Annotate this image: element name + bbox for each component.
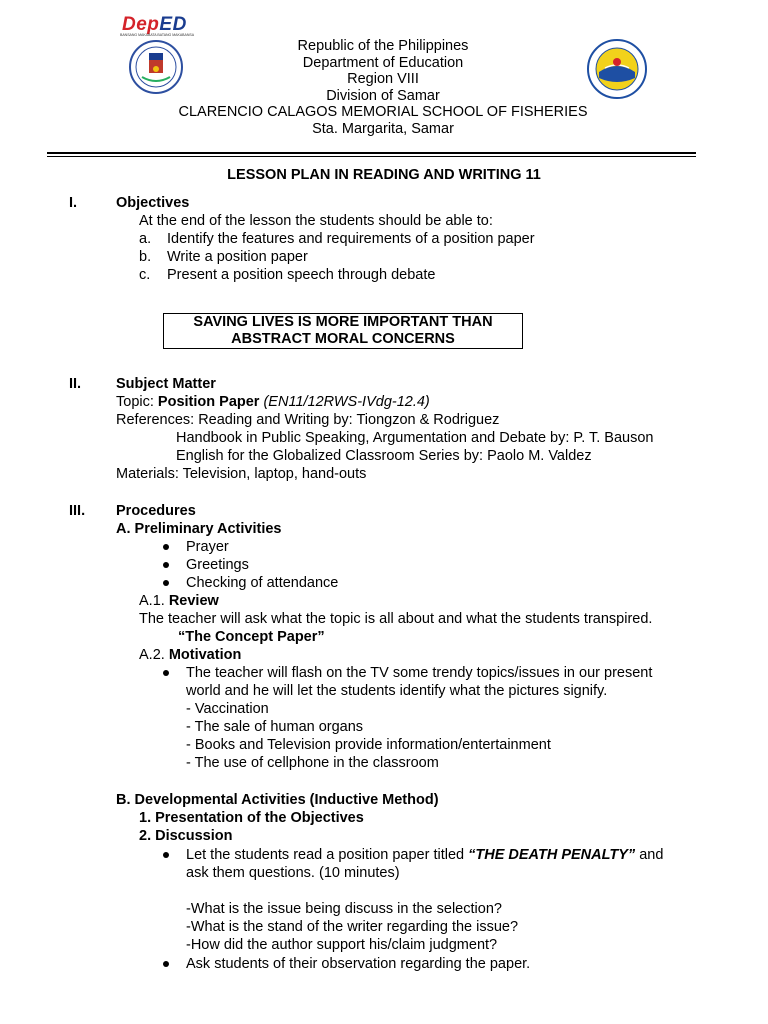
procedures-heading: Procedures xyxy=(116,503,196,519)
topic-label: Topic: xyxy=(116,394,158,410)
discussion-post: and xyxy=(635,847,664,863)
review-topic: “The Concept Paper” xyxy=(178,629,325,645)
bullet-icon xyxy=(163,580,169,586)
topic-code: (EN11/12RWS-IVdg-12.4) xyxy=(259,394,430,410)
motto-box xyxy=(163,313,523,349)
motivation-text: world and he will let the students identify what the pictures signify. xyxy=(186,683,608,699)
header-rule-thin xyxy=(47,156,696,157)
deped-logo-text: DepED xyxy=(122,14,187,35)
preliminary-item: Checking of attendance xyxy=(186,575,339,591)
letterhead-line: Division of Samar xyxy=(326,87,440,104)
letterhead xyxy=(100,38,666,138)
objective-item: Write a position paper xyxy=(167,249,308,265)
procedures-numeral: III. xyxy=(69,503,86,519)
bullet-icon xyxy=(163,961,169,967)
motivation-number: A.2. xyxy=(139,647,169,663)
discussion-text: ask them questions. (10 minutes) xyxy=(186,865,400,881)
review-heading xyxy=(139,592,219,610)
developmental-heading: B. Developmental Activities (Inductive Method) xyxy=(116,792,439,808)
discussion-question: -What is the issue being discuss in the selection? xyxy=(186,901,502,917)
motivation-heading xyxy=(139,646,241,664)
review-label: Review xyxy=(168,593,219,609)
discussion-text xyxy=(186,846,663,864)
discussion-question: -How did the author support his/claim judgment? xyxy=(186,937,498,953)
objective-item: Identify the features and requirements of a position paper xyxy=(167,231,535,247)
letterhead-line: Region VIII xyxy=(347,71,419,88)
deped-tagline: BANSANG MAKABATA BATANG MAKABANSA xyxy=(120,33,195,37)
letterhead-line: Republic of the Philippines xyxy=(297,38,469,54)
review-text: The teacher will ask what the topic is all about and what the students transpired. xyxy=(139,611,653,627)
preliminary-item: Greetings xyxy=(186,557,249,573)
preliminary-item: Prayer xyxy=(186,539,229,555)
page-title: LESSON PLAN IN READING AND WRITING 11 xyxy=(227,167,541,183)
discussion-question: -What is the stand of the writer regarding the issue? xyxy=(186,919,519,935)
objective-letter: c. xyxy=(139,267,151,283)
discussion-text: Ask students of their observation regarding the paper. xyxy=(186,956,531,972)
review-number: A.1. xyxy=(139,593,169,609)
objectives-intro: At the end of the lesson the students should be able to: xyxy=(139,213,493,229)
preliminary-heading: A. Preliminary Activities xyxy=(116,521,282,537)
materials: Materials: Television, laptop, hand-outs xyxy=(116,466,367,482)
bullet-icon xyxy=(163,670,169,676)
header-rule xyxy=(47,152,696,154)
topic-name: Position Paper xyxy=(157,394,260,410)
developmental-step: 1. Presentation of the Objectives xyxy=(139,810,364,826)
bullet-icon xyxy=(163,562,169,568)
reference-item: Handbook in Public Speaking, Argumentation and Debate by: P. T. Bauson xyxy=(176,430,654,446)
letterhead-line: CLARENCIO CALAGOS MEMORIAL SCHOOL OF FISHERIES xyxy=(178,104,588,121)
bullet-icon xyxy=(163,544,169,550)
subject-heading: Subject Matter xyxy=(116,376,216,392)
paper-title: “THE DEATH PENALTY” xyxy=(468,847,636,863)
topic-line xyxy=(116,393,430,411)
objectives-numeral: I. xyxy=(69,195,78,211)
motivation-label: Motivation xyxy=(168,647,242,663)
motivation-topic: - The use of cellphone in the classroom xyxy=(186,755,439,771)
motivation-topic: - The sale of human organs xyxy=(186,719,364,735)
motivation-topic: - Books and Television provide information/entertainment xyxy=(186,737,551,753)
motto-line: ABSTRACT MORAL CONCERNS xyxy=(231,331,455,347)
letterhead-line: Department of Education xyxy=(302,54,464,71)
letterhead-line: Sta. Margarita, Samar xyxy=(312,120,454,137)
discussion-pre: Let the students read a position paper titled xyxy=(186,847,469,863)
motto-line: SAVING LIVES IS MORE IMPORTANT THAN xyxy=(193,314,493,330)
reference-item: English for the Globalized Classroom Series by: Paolo M. Valdez xyxy=(176,448,592,464)
motivation-topic: - Vaccination xyxy=(186,701,269,717)
subject-numeral: II. xyxy=(69,376,82,392)
motivation-text: The teacher will flash on the TV some trendy topics/issues in our present xyxy=(186,665,653,681)
objective-item: Present a position speech through debate xyxy=(167,267,436,283)
objective-letter: b. xyxy=(139,249,152,265)
references: References: Reading and Writing by: Tiongzon & Rodriguez xyxy=(116,412,500,428)
developmental-step: 2. Discussion xyxy=(139,828,233,844)
objectives-heading: Objectives xyxy=(116,195,190,211)
bullet-icon xyxy=(163,852,169,858)
objective-letter: a. xyxy=(139,231,152,247)
